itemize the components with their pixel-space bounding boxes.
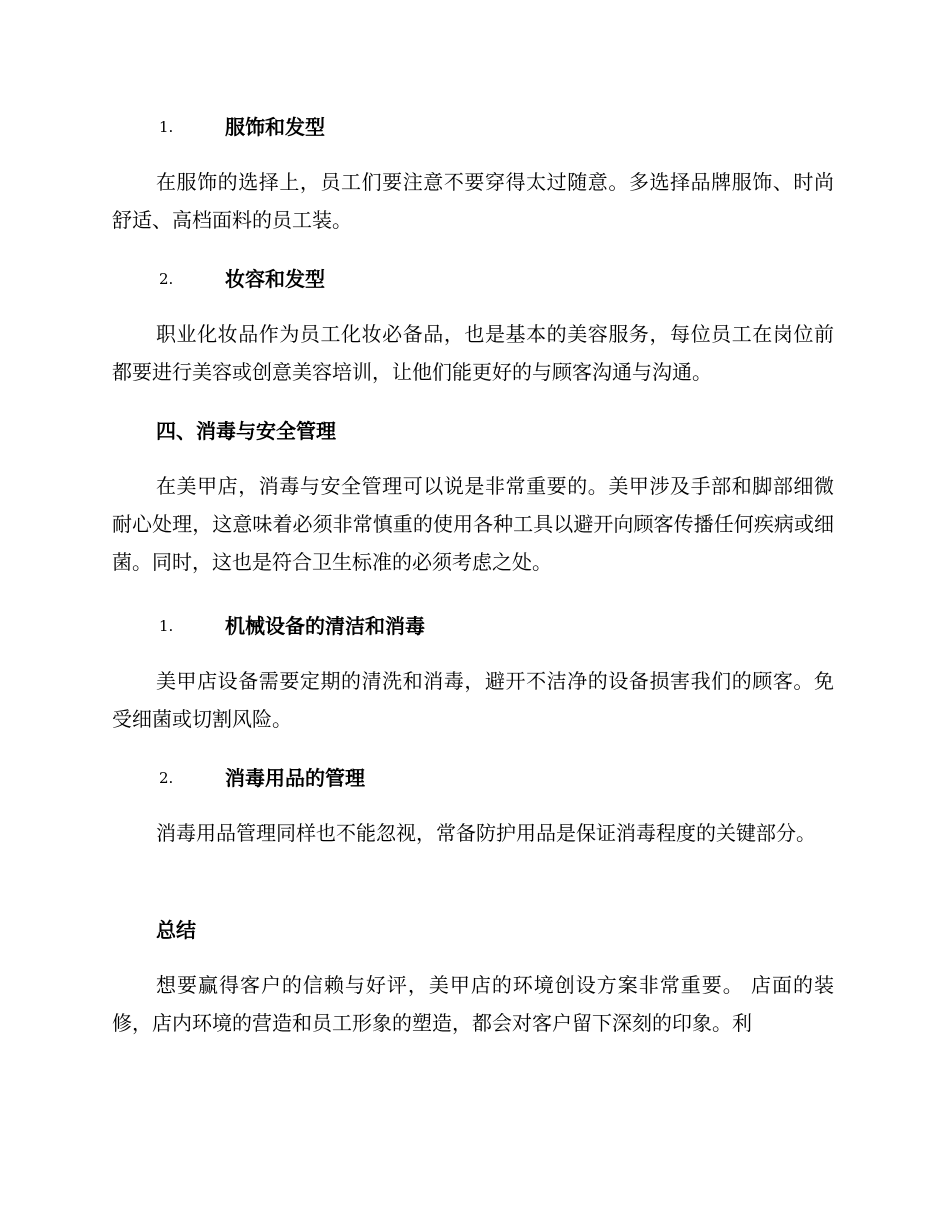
paragraph-equipment: 美甲店设备需要定期的清洗和消毒，避开不洁净的设备损害我们的顾客。免受细菌或切割风险。 <box>112 669 834 731</box>
subheading-text: 消毒用品的管理 <box>225 766 365 790</box>
subheading-text: 机械设备的清洁和消毒 <box>225 614 425 638</box>
paragraph-makeup: 职业化妆品作为员工化妆必备品，也是基本的美容服务，每位员工在岗位前都要进行美容或创意美容培训，让他们能更好的与顾客沟通与沟通。 <box>112 322 834 384</box>
section-heading-disinfection: 四、消毒与安全管理 <box>156 419 336 443</box>
subheading-makeup-hair <box>112 264 834 294</box>
paragraph-supplies: 消毒用品管理同样也不能忽视，常备防护用品是保证消毒程度的关键部分。 <box>156 821 816 845</box>
list-number: 2. <box>159 769 174 787</box>
subheading-text: 妆容和发型 <box>225 267 325 291</box>
section-heading-summary: 总结 <box>156 918 196 942</box>
paragraph-disinfection: 在美甲店，消毒与安全管理可以说是非常重要的。美甲涉及手部和脚部细微耐心处理，这意味着必须非常慎重的使用各种工具以避开向顾客传播任何疾病或细菌。同时，这也是符合卫生标准的必须考虑之处。 <box>112 474 834 574</box>
list-number: 1. <box>159 617 174 635</box>
list-number: 1. <box>159 118 174 136</box>
paragraph-clothing: 在服饰的选择上，员工们要注意不要穿得太过随意。多选择品牌服饰、时尚舒适、高档面料的员工装。 <box>112 170 834 232</box>
subheading-supplies-management <box>112 763 834 793</box>
subheading-clothing-hair <box>112 112 834 142</box>
subheading-equipment-cleaning <box>112 611 834 641</box>
subheading-text: 服饰和发型 <box>225 115 325 139</box>
paragraph-summary: 想要赢得客户的信赖与好评，美甲店的环境创设方案非常重要。 店面的装修，店内环境的营造和员工形象的塑造，都会对客户留下深刻的印象。利 <box>112 973 834 1035</box>
list-number: 2. <box>159 270 174 288</box>
